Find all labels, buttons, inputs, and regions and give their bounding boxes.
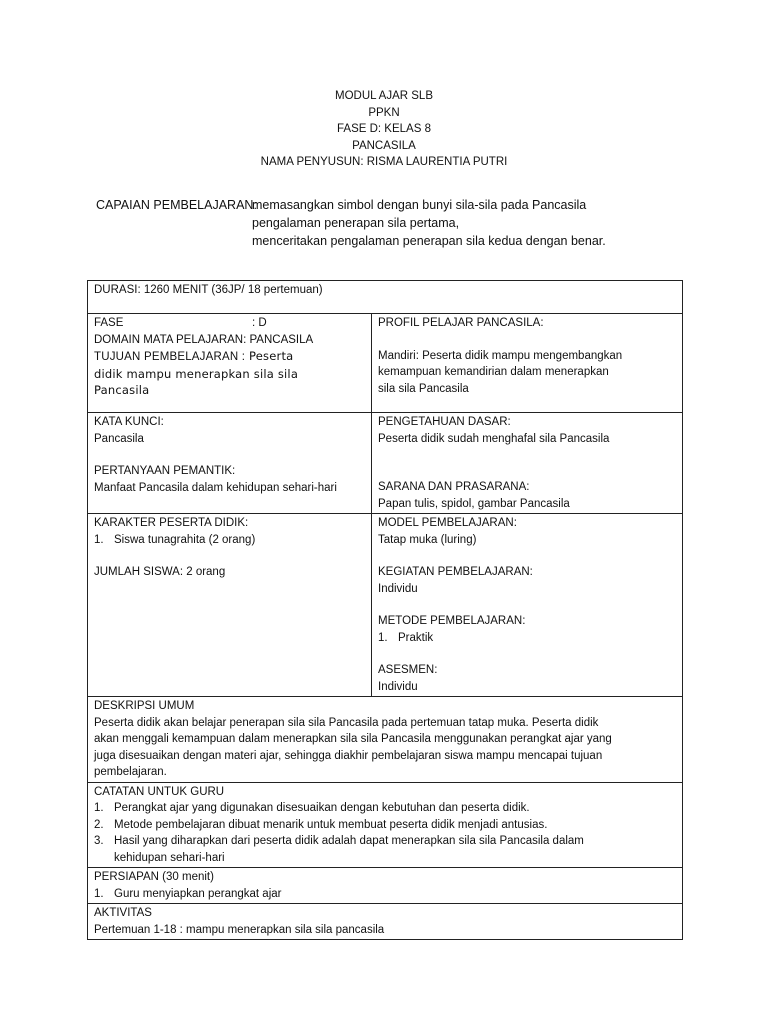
general-description-label: DESKRIPSI UMUM xyxy=(94,700,195,712)
table-row xyxy=(88,314,683,413)
facilities-value: Papan tulis, spidol, gambar Pancasila xyxy=(378,497,570,510)
table-row xyxy=(88,413,683,514)
profile-cell xyxy=(372,314,683,413)
list-item: 1. Siswa tunagrahita (2 orang) xyxy=(94,533,256,546)
learning-model-cell xyxy=(372,514,683,697)
general-description-line: Peserta didik akan belajar penerapan sila sila Pancasila pada pertemuan tatap muka. Peserta didik xyxy=(94,716,599,729)
learning-method-label: METODE PEMBELAJARAN: xyxy=(378,615,526,627)
learning-model-value: Tatap muka (luring) xyxy=(378,533,477,546)
list-item: 1. Guru menyiapkan perangkat ajar xyxy=(94,887,282,900)
learning-objective xyxy=(94,348,365,366)
list-item: 1. Perangkat ajar yang digunakan disesuaikan dengan kebutuhan dan peserta didik. xyxy=(94,802,530,814)
assessment-label: ASESMEN: xyxy=(378,664,438,676)
learning-objective-line: didik mampu menerapkan sila sila xyxy=(94,366,299,381)
table-row xyxy=(88,281,683,314)
table-row xyxy=(88,697,683,783)
learning-activity-value: Individu xyxy=(378,582,418,595)
activities-value: Pertemuan 1-18 : mampu menerapkan sila sila pancasila xyxy=(94,923,385,936)
learning-objective-line: Pancasila xyxy=(94,383,150,397)
keywords-value: Pancasila xyxy=(94,432,144,445)
assessment-value: Individu xyxy=(378,680,418,693)
profile-line: Mandiri: Peserta didik mampu mengembangkan xyxy=(378,349,623,362)
subject-title: PPKN xyxy=(368,106,400,119)
subject-domain: DOMAIN MATA PELAJARAN: PANCASILA xyxy=(94,333,314,346)
student-count: JUMLAH SISWA: 2 orang xyxy=(94,566,226,578)
activities-label: AKTIVITAS xyxy=(94,907,152,919)
learning-outcome-line: memasangkan simbol dengan bunyi sila-sila pada Pancasila xyxy=(252,198,587,212)
keywords-label: KATA KUNCI: xyxy=(94,416,164,428)
learning-objective-label: TUJUAN PEMBELAJARAN : xyxy=(94,351,246,363)
general-description-cell xyxy=(88,697,683,783)
table-row xyxy=(88,904,683,940)
teacher-notes-cell xyxy=(88,782,683,868)
profile-label: PROFIL PELAJAR PANCASILA: xyxy=(378,317,544,329)
table-row xyxy=(88,782,683,868)
phase-value: : D xyxy=(252,317,267,329)
duration-text: DURASI: 1260 MENIT (36JP/ 18 pertemuan) xyxy=(94,284,323,296)
learning-outcomes xyxy=(96,196,716,250)
basic-knowledge-cell xyxy=(372,413,683,514)
table-row xyxy=(88,868,683,904)
list-item: 1. Praktik xyxy=(378,631,434,644)
profile-line: sila sila Pancasila xyxy=(378,382,469,395)
keywords-cell xyxy=(88,413,372,514)
trigger-question-label: PERTANYAAN PEMANTIK: xyxy=(94,465,236,477)
phase-label: FASE xyxy=(94,317,124,329)
learning-objective-text: Peserta xyxy=(249,349,294,363)
student-character-cell xyxy=(88,514,372,697)
general-description-line: juga disesuaikan dengan materi ajar, sehingga diakhir pembelajaran siswa mampu mencapai tujuan xyxy=(94,749,603,762)
list-item: 2. Metode pembelajaran dibuat menarik untuk membuat peserta didik menjadi antusias. xyxy=(94,818,548,831)
learning-activity-label: KEGIATAN PEMBELAJARAN: xyxy=(378,566,533,578)
preparation-cell xyxy=(88,868,683,904)
table-row xyxy=(88,514,683,697)
facilities-label: SARANA DAN PRASARANA: xyxy=(378,481,530,493)
learning-outcome-line: pengalaman penerapan sila pertama, xyxy=(252,216,460,230)
general-description-line: pembelajaran. xyxy=(94,766,167,778)
learning-model-label: MODEL PEMBELAJARAN: xyxy=(378,517,517,529)
module-table xyxy=(87,280,683,940)
activities-cell xyxy=(88,904,683,940)
duration-cell xyxy=(88,281,683,314)
basic-knowledge-label: PENGETAHUAN DASAR: xyxy=(378,416,511,428)
preparation-label: PERSIAPAN (30 menit) xyxy=(94,871,214,883)
teacher-notes-label: CATATAN UNTUK GURU xyxy=(94,785,225,798)
document-header xyxy=(0,88,768,171)
trigger-question-value: Manfaat Pancasila dalam kehidupan sehari-hari xyxy=(94,481,337,494)
phase-class: FASE D: KELAS 8 xyxy=(337,123,431,135)
phase-domain-cell xyxy=(88,314,372,413)
topic-title: PANCASILA xyxy=(352,139,416,152)
module-title: MODUL AJAR SLB xyxy=(335,90,433,102)
list-item: 3. Hasil yang diharapkan dari peserta didik adalah dapat menerapkan sila sila Pancasila dalam xyxy=(94,835,584,847)
student-character-label: KARAKTER PESERTA DIDIK: xyxy=(94,517,249,529)
learning-outcome-line: menceritakan pengalaman penerapan sila kedua dengan benar. xyxy=(252,234,606,248)
general-description-line: akan menggali kemampuan dalam menerapkan sila sila Pancasila menggunakan perangkat ajar yang xyxy=(94,733,612,745)
author-name: NAMA PENYUSUN: RISMA LAURENTIA PUTRI xyxy=(260,156,508,168)
basic-knowledge-value: Peserta didik sudah menghafal sila Pancasila xyxy=(378,432,610,445)
list-item-continuation: kehidupan sehari-hari xyxy=(114,851,225,864)
learning-outcomes-label: CAPAIAN PEMBELAJARAN: xyxy=(96,198,257,212)
profile-line: kemampuan kemandirian dalam menerapkan xyxy=(378,366,609,378)
